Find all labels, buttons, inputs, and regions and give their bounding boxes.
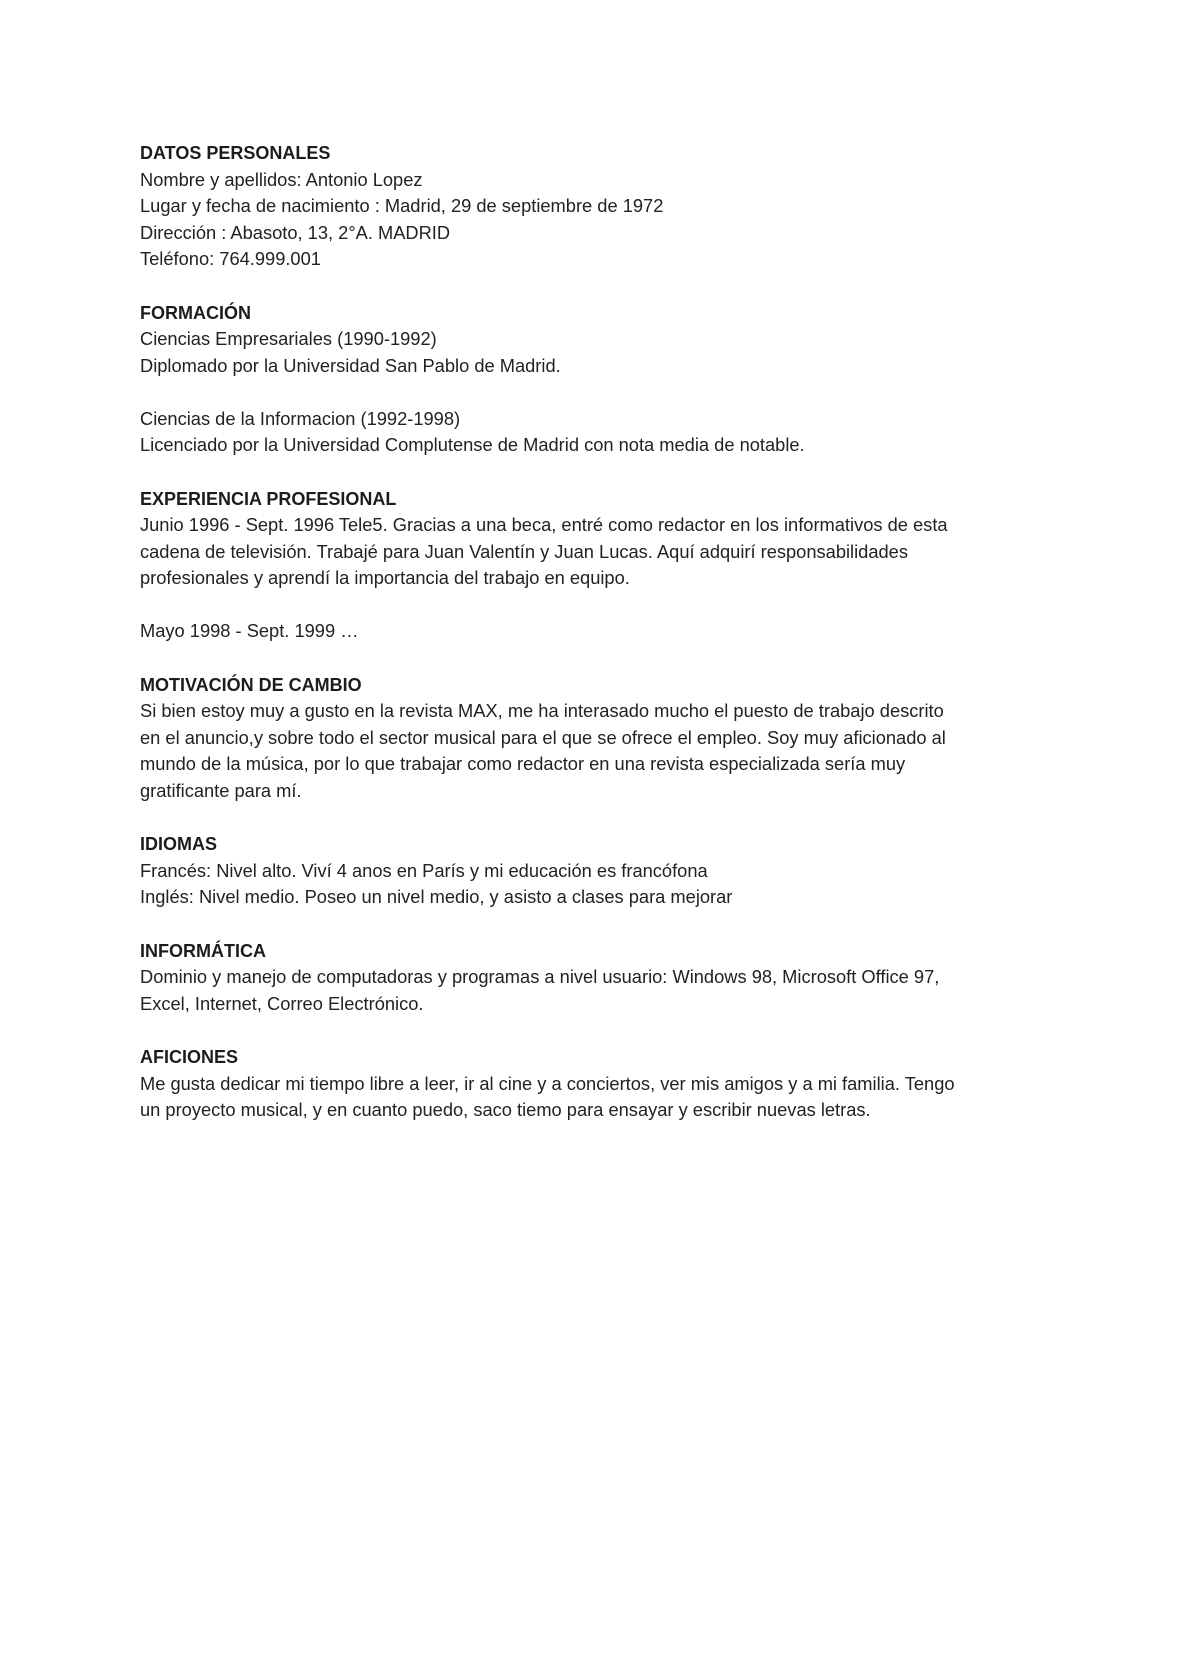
education-detail: Diplomado por la Universidad San Pablo de Madrid. xyxy=(140,354,561,376)
hobbies-line: Me gusta dedicar mi tiempo libre a leer, ir al cine y a conciertos, ver mis amigos y a mi familia. Tengo xyxy=(140,1072,955,1094)
hobbies-line: un proyecto musical, y en cuanto puedo, saco tiemo para ensayar y escribir nuevas letras. xyxy=(140,1099,871,1120)
experience-entry: Mayo 1998 - Sept. 1999 … xyxy=(140,620,359,641)
experience-line: Junio 1996 - Sept. 1996 Tele5. Gracias a una beca, entré como redactor en los informativos de esta xyxy=(140,514,948,535)
section-datos-personales xyxy=(140,140,1040,273)
language-french: Francés: Nivel alto. Viví 4 anos en París y mi educación es francófona xyxy=(140,859,708,881)
motivation-line: Si bien estoy muy a gusto en la revista MAX, me ha interasado mucho el puesto de trabajo descrito xyxy=(140,700,944,721)
cv-document xyxy=(140,140,1040,1151)
personal-name: Nombre y apellidos: Antonio Lopez xyxy=(140,168,423,190)
motivation-line: mundo de la música, por lo que trabajar como redactor en una revista especializada sería muy xyxy=(140,753,906,774)
section-motivacion xyxy=(140,672,1040,805)
personal-birth: Lugar y fecha de nacimiento : Madrid, 29 de septiembre de 1972 xyxy=(140,195,664,216)
spacer xyxy=(140,379,1040,406)
spacer xyxy=(140,592,1040,619)
personal-phone: Teléfono: 764.999.001 xyxy=(140,248,321,269)
section-idiomas xyxy=(140,831,1040,911)
section-heading: IDIOMAS xyxy=(140,834,218,854)
section-experiencia xyxy=(140,486,1040,645)
education-title: Ciencias de la Informacion (1992-1998) xyxy=(140,407,461,429)
section-informatica xyxy=(140,938,1040,1018)
section-heading: FORMACIÓN xyxy=(140,302,251,323)
motivation-line: gratificante para mí. xyxy=(140,779,302,801)
section-heading: AFICIONES xyxy=(140,1047,239,1067)
experience-line: cadena de televisión. Trabajé para Juan Valentín y Juan Lucas. Aquí adquirí responsabilidades xyxy=(140,540,908,562)
education-detail: Licenciado por la Universidad Complutense de Madrid con nota media de notable. xyxy=(140,434,805,455)
motivation-line: en el anuncio,y sobre todo el sector musical para el que se ofrece el empleo. Soy muy aficionado al xyxy=(140,726,946,748)
section-heading: DATOS PERSONALES xyxy=(140,143,331,163)
personal-address: Dirección : Abasoto, 13, 2°A. MADRID xyxy=(140,221,451,243)
computing-line: Excel, Internet, Correo Electrónico. xyxy=(140,992,424,1014)
section-heading: EXPERIENCIA PROFESIONAL xyxy=(140,488,397,509)
section-heading: INFORMÁTICA xyxy=(140,940,266,961)
experience-line: profesionales y aprendí la importancia del trabajo en equipo. xyxy=(140,567,630,588)
section-heading: MOTIVACIÓN DE CAMBIO xyxy=(140,674,362,695)
language-english: Inglés: Nivel medio. Poseo un nivel medio, y asisto a clases para mejorar xyxy=(140,886,733,907)
computing-line: Dominio y manejo de computadoras y programas a nivel usuario: Windows 98, Microsoft Office 97, xyxy=(140,966,940,987)
section-formacion xyxy=(140,300,1040,459)
education-title: Ciencias Empresariales (1990-1992) xyxy=(140,328,437,349)
section-aficiones xyxy=(140,1044,1040,1124)
